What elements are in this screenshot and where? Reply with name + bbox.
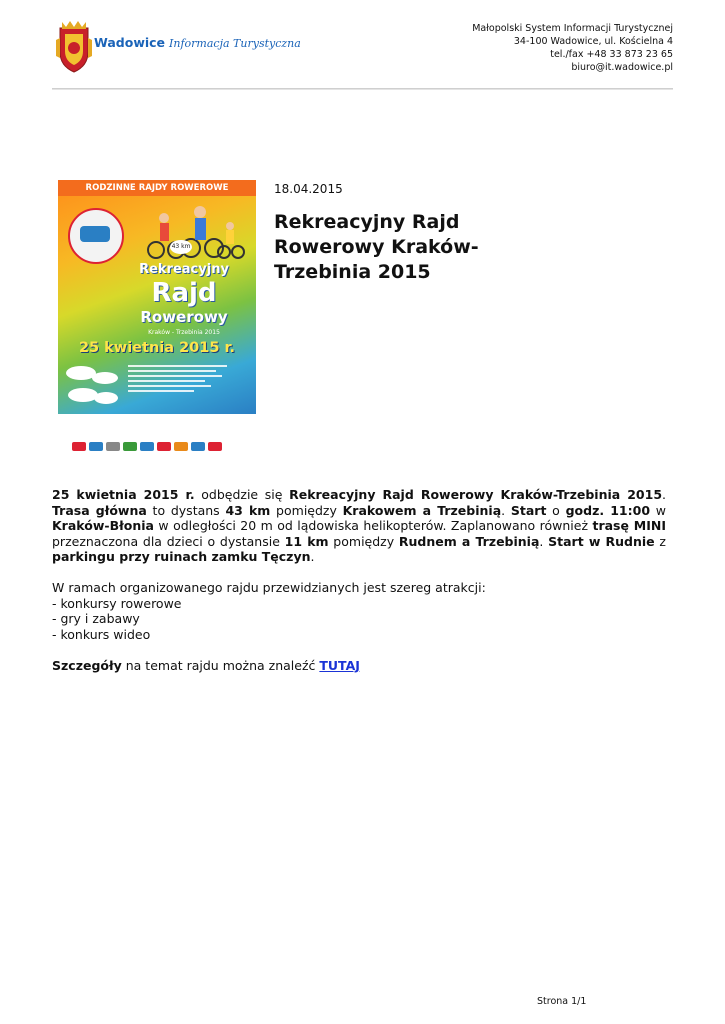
list-item: - gry i zabawy — [52, 611, 140, 626]
details-paragraph — [52, 658, 666, 674]
article-date: 18.04.2015 — [274, 182, 343, 196]
contact-email: biuro@it.wadowice.pl — [571, 62, 673, 73]
text-run: na temat rajdu można znaleźć — [121, 657, 320, 673]
text-run: odbędzie się — [194, 487, 290, 502]
start-place: Kraków-Błonia — [52, 518, 154, 533]
text-run: . — [501, 502, 511, 518]
start-time: godz. 11:00 — [565, 502, 651, 518]
header-divider — [52, 88, 673, 90]
poster-sponsor-strip — [58, 414, 256, 456]
article-paragraph-main — [52, 487, 666, 565]
text-run: pomiędzy — [270, 502, 343, 518]
main-route-cities: Krakowem a Trzebinią — [342, 502, 502, 518]
details-label: Szczegóły — [52, 657, 122, 673]
text-run: w odległości 20 m od lądowiska helikopterów. Zaplanowano również — [153, 518, 593, 533]
text-run: . — [662, 487, 666, 502]
text-run: o — [546, 502, 566, 518]
sponsor-logos — [72, 436, 248, 448]
article-title: Rekreacyjny Rajd Rowerowy Kraków-Trzebinia 2015 — [274, 211, 479, 283]
text-run: . — [539, 533, 549, 549]
text-run: to dystans — [146, 502, 226, 518]
text-run: pomiędzy — [328, 533, 399, 549]
text-run: . — [310, 549, 315, 564]
contact-address: 34-100 Wadowice, ul. Kościelna 4 — [513, 36, 673, 47]
mini-route-label: trasę MINI — [592, 518, 667, 533]
article-body — [52, 487, 666, 673]
poster-band: RODZINNE RAJDY ROWEROWE — [58, 180, 256, 196]
list-item: - konkursy rowerowe — [52, 595, 182, 611]
contact-phone: tel./fax +48 33 873 23 65 — [550, 49, 673, 60]
mini-start-place: parkingu przy ruinach zamku Tęczyn — [52, 549, 311, 564]
start-label: Start — [510, 502, 547, 518]
mini-start-label: Start w Rudnie — [548, 533, 655, 549]
coat-of-arms-icon — [52, 18, 96, 74]
cyclists-illustration-icon — [136, 200, 246, 260]
wadowice-logo — [52, 18, 301, 76]
contact-org: Małopolski System Informacji Turystycznej — [472, 23, 673, 34]
text-run: w — [650, 502, 666, 518]
poster-text-lines — [128, 362, 238, 395]
poster-distance-badge: 43 km — [170, 240, 192, 254]
main-route-label: Trasa główna — [52, 502, 147, 518]
brand-name: Wadowice — [94, 35, 166, 50]
brand-tagline: Informacja Turystyczna — [169, 37, 301, 50]
poster-subtitle: Kraków - Trzebinia 2015 — [148, 329, 220, 336]
poster-emblem-icon — [68, 208, 124, 264]
page-number: Strona 1/1 — [537, 996, 587, 1007]
attractions-intro: W ramach organizowanego rajdu przewidzianych jest szereg atrakcji: — [52, 580, 486, 595]
text-run: przeznaczona dla dzieci o dystansie — [52, 533, 285, 549]
mini-distance: 11 km — [284, 533, 329, 549]
poster-date: 25 kwietnia 2015 r. — [78, 340, 236, 356]
poster-title-line2: Rajd — [151, 278, 217, 308]
poster-title-line1: Rekreacyjny — [139, 262, 229, 277]
event-name: Rekreacyjny Rajd Rowerowy Kraków-Trzebinia 2015 — [289, 487, 663, 502]
main-distance: 43 km — [225, 502, 271, 518]
details-link[interactable]: TUTAJ — [319, 657, 360, 673]
poster-clouds — [64, 362, 122, 410]
poster-title-line3: Rowerowy — [140, 308, 228, 326]
mini-route-cities: Rudnem a Trzebinią — [398, 533, 540, 549]
event-poster-image — [58, 180, 256, 456]
contact-block — [472, 22, 673, 74]
text-run: z — [654, 533, 666, 549]
event-date: 25 kwietnia 2015 r. — [52, 487, 195, 502]
list-item: - konkurs wideo — [52, 626, 151, 642]
